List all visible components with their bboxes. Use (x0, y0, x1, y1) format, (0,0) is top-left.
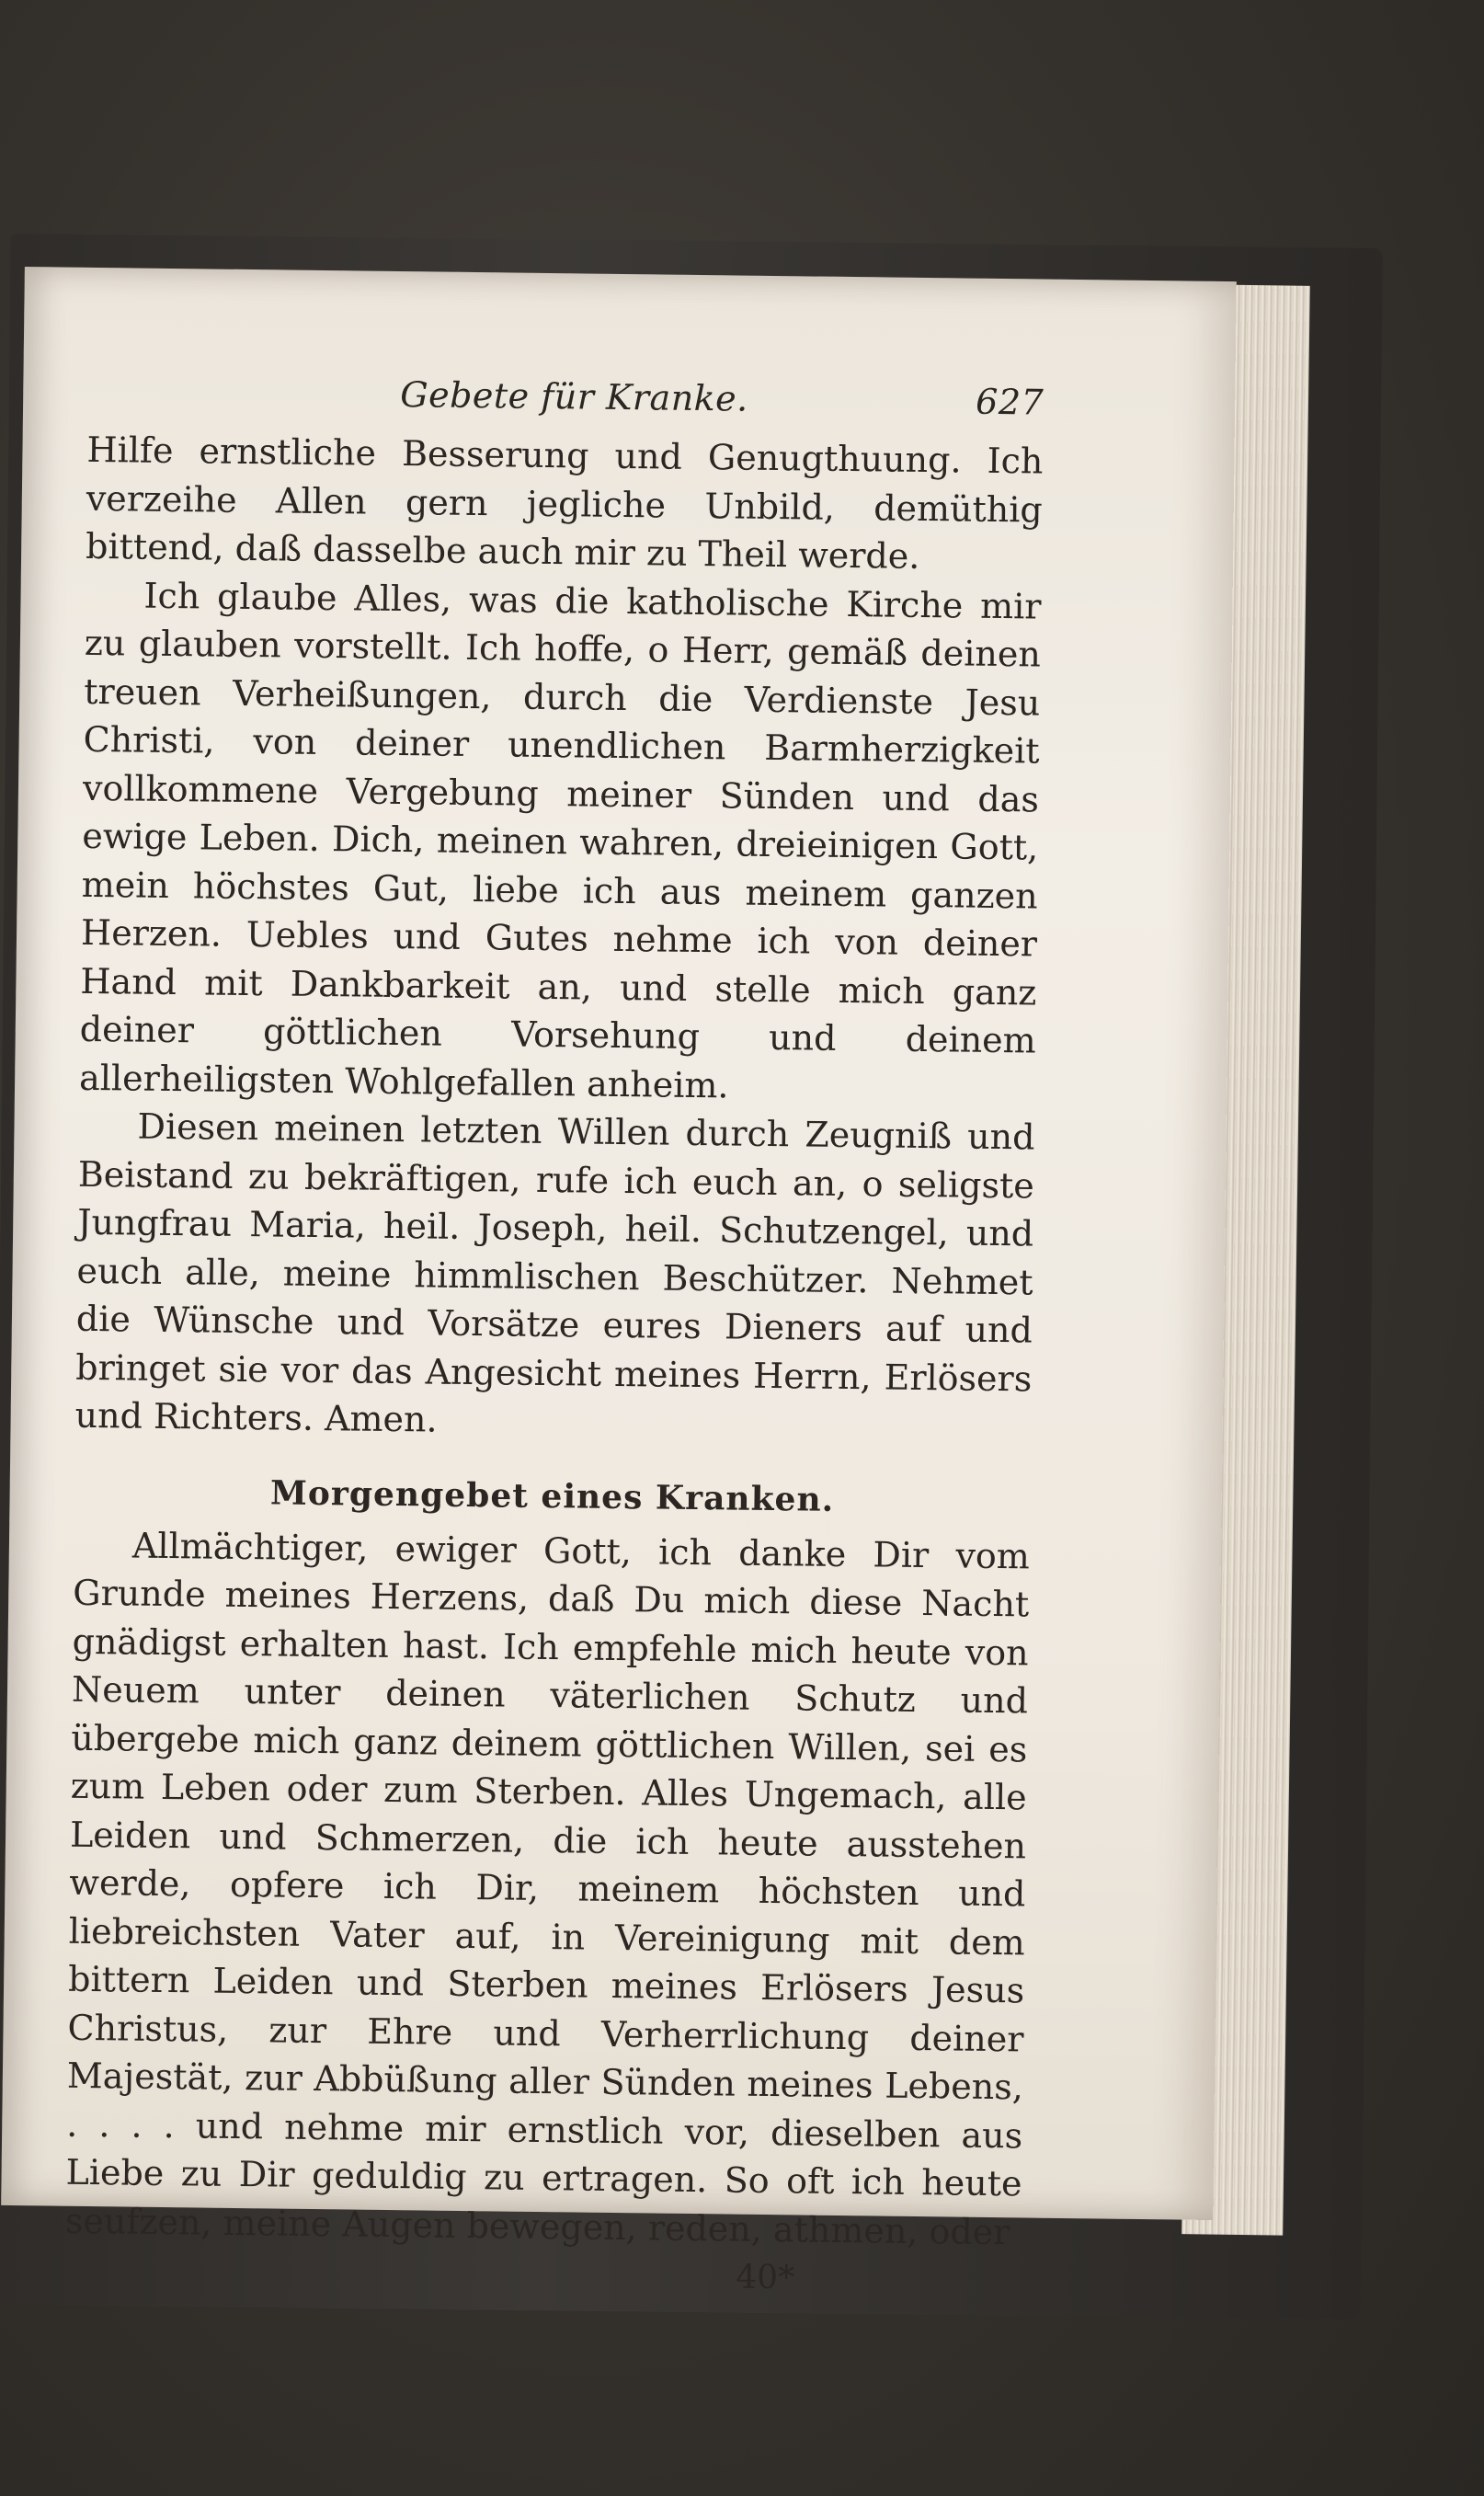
paragraph-morning-prayer: Allmächtiger, ewiger Gott, ich danke Dir vom Grunde meines Herzens, daß Du mich diese Nacht gnädigst erhalten hast. Ich empfehle mich heute von Neuem unter deinen väterlichen Schutz und übergebe mich ganz deinem göttlichen Willen, sei es zum Leben oder zum Sterben. Alles Ungemach, alle Leiden und Schmerzen, die ich heute ausstehen werde, opfere ich Dir, meinem höchsten und liebreichsten Vater auf, in Vereinigung mit dem bittern Leiden und Sterben meines Erlösers Jesus Christus, zur Ehre und Verherrlichung deiner Majestät, zur Abbüßung aller Sünden meines Lebens, . . . . und nehme mir ernstlich vor, dieselben aus Liebe zu Dir geduldig zu ertragen. So oft ich heute seufzen, meine Augen bewegen, reden, athmen, oder (64, 1525, 1031, 2252)
signature-mark (64, 2250, 1022, 2318)
paragraph-creed: Ich glaube Alles, was die katholische Kirche mir zu glauben vorstellt. Ich hoffe, o Herr, gemäß deinen treuen Verheißungen, durch die Verdienste Jesu Christi, von deiner unendlichen Barmherzigkeit vollkommene Vergebung meiner Sünden und das ewige Leben. Dich, meinen wahren, dreieinigen Gott, mein höchstes Gut, liebe ich aus meinem ganzen Herzen. Uebles und Gutes nehme ich von deiner Hand mit Dankbarkeit an, und stelle mich ganz deiner göttlichen Vorsehung und deinem allerheiligsten Wohlgefallen anheim. (78, 575, 1042, 1105)
running-head (87, 371, 1045, 438)
page-number: 627 (975, 381, 1045, 423)
section-heading: Morgengebet eines Kranken. (269, 1472, 835, 1519)
paragraph-invocation: Diesen meinen letzten Willen durch Zeugniß und Beistand zu bekräftigen, rufe ich euch an, o seligste Jungfrau Maria, heil. Joseph, heil. Schutzengel, und euch alle, meine himmlischen Beschützer. Nehmet die Wünsche und Vorsätze eures Dieners auf und bringet sie vor das Angesicht meines Herrn, Erlösers und Richters. Amen. (74, 1105, 1035, 1440)
book-page (1, 267, 1237, 2297)
paragraph-continuation: Hilfe ernstliche Besserung und Genugthuung. Ich verzeihe Allen gern jegliche Unbild, demüthig bittend, daß dasselbe auch mir zu Theil werde. (85, 429, 1044, 577)
running-head-title: Gebete für Kranke. (399, 374, 749, 419)
signature-mark-text: 40* (736, 2258, 795, 2297)
text-area (64, 371, 1045, 2318)
